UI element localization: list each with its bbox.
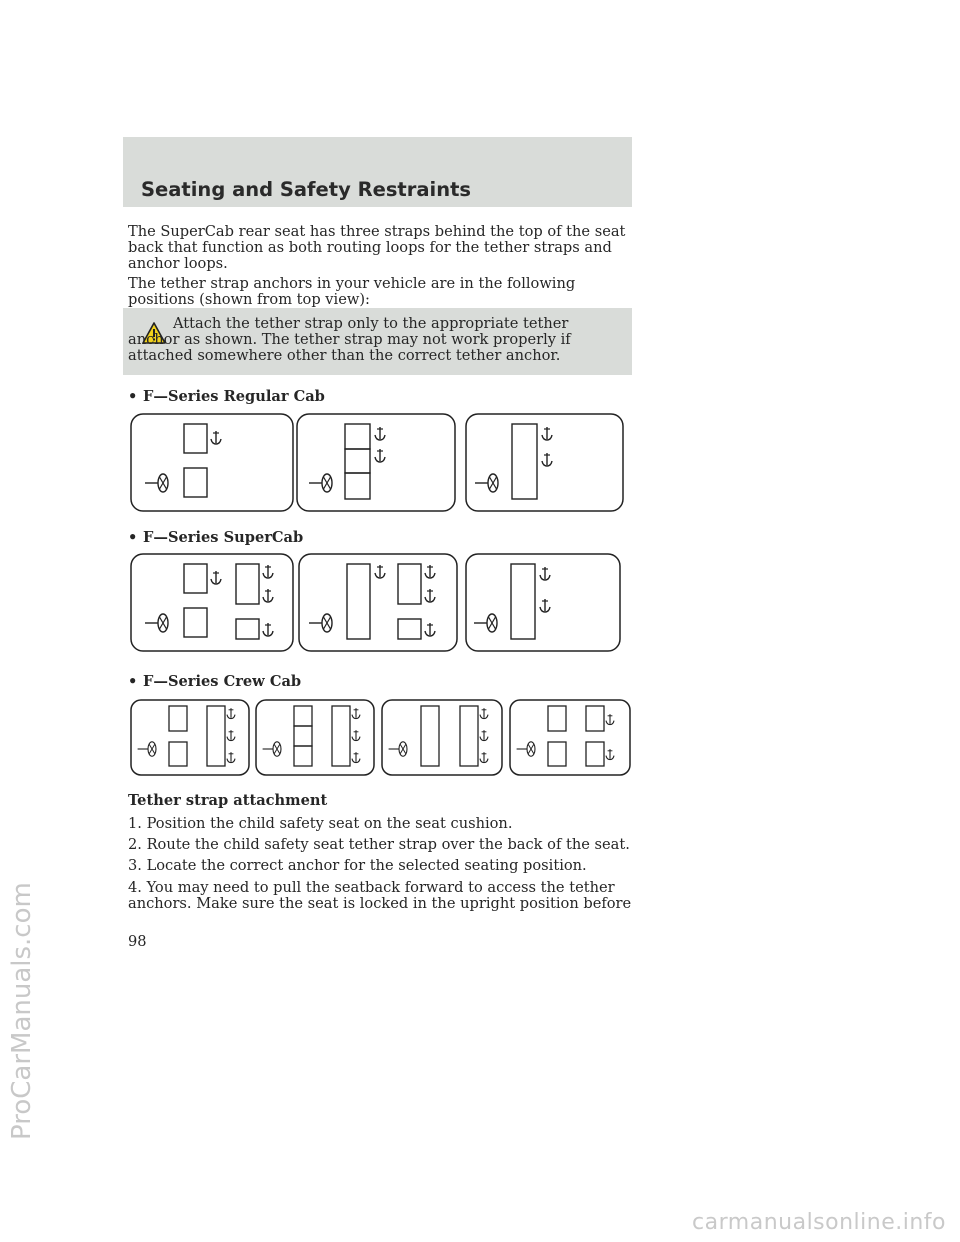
bullet-crew-cab: • F—Series Crew Cab	[128, 673, 302, 690]
regular-cab-diagrams	[130, 413, 630, 513]
footer-watermark: carmanualsonline.info	[692, 1210, 946, 1235]
step-3: 3. Locate the correct anchor for the selected seating position.	[128, 857, 587, 874]
step-1: 1. Position the child safety seat on the seat cushion.	[128, 815, 513, 832]
page-title: Seating and Safety Restraints	[141, 178, 472, 201]
warning-box	[123, 308, 632, 375]
diagram-supercab-2	[299, 554, 457, 651]
seat-icon	[184, 468, 207, 497]
diagram-crew-4	[510, 700, 630, 775]
diagram-regular-2	[297, 414, 455, 511]
step-2: 2. Route the child safety seat tether strap over the back of the seat.	[128, 836, 630, 853]
bullet-supercab: • F—Series SuperCab	[128, 529, 304, 546]
crewcab-diagrams	[130, 699, 632, 777]
diagram-regular-1	[131, 414, 293, 511]
diagram-supercab-1	[131, 554, 293, 651]
diagram-crew-1	[131, 700, 249, 775]
diagram-regular-3	[466, 414, 623, 511]
seat-icon	[184, 424, 207, 453]
section-header	[123, 137, 632, 207]
side-watermark: ProCarManuals.com	[7, 882, 37, 1140]
warning-text: Attach the tether strap only to the appropriate tether anchor as shown. The tether strap may not work properly if attached somewhere other than the correct tether anchor.	[128, 315, 571, 364]
supercab-diagrams	[130, 553, 630, 653]
paragraph-anchor-positions: The tether strap anchors in your vehicle are in the following positions (shown from top view):	[128, 275, 576, 308]
paragraph-supercab-straps: The SuperCab rear seat has three straps behind the top of the seat back that function as both routing loops for the tether straps and anchor loops.	[128, 223, 626, 272]
bullet-regular-cab: • F—Series Regular Cab	[128, 388, 325, 405]
diagram-crew-2	[256, 700, 374, 775]
step-4: 4. You may need to pull the seatback forward to access the tether anchors. Make sure the seat is locked in the upright position before	[128, 879, 632, 912]
section-title-tether-attachment: Tether strap attachment	[128, 792, 328, 809]
page-number: 98	[128, 933, 147, 950]
diagram-crew-3	[382, 700, 502, 775]
diagram-supercab-3	[466, 554, 620, 651]
